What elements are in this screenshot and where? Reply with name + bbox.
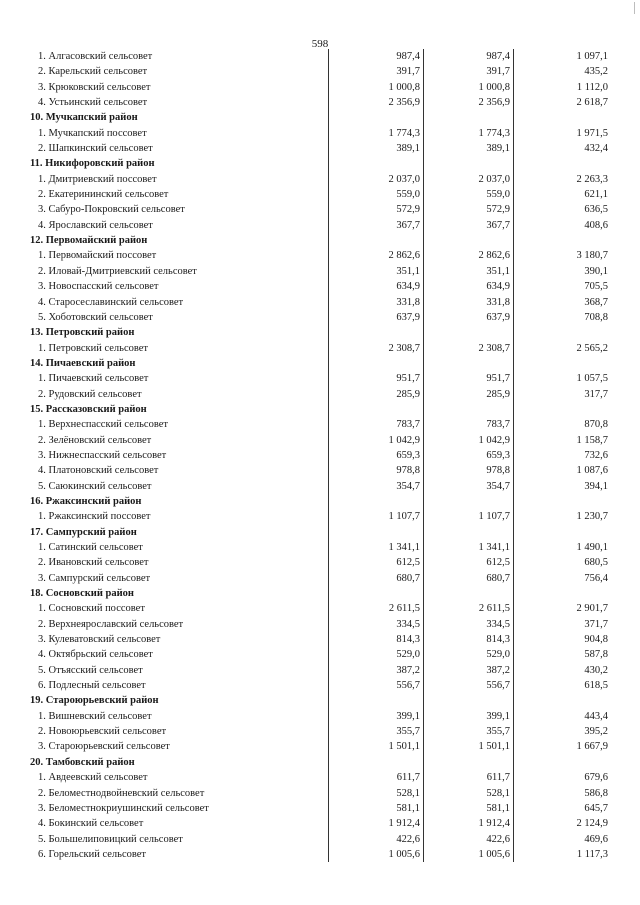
budget-table-body: [24, 49, 611, 862]
district-header-row: [24, 755, 611, 770]
value-col2-cell: 354,7: [424, 479, 514, 494]
value-col2-cell: 1 005,6: [424, 847, 514, 862]
value-col3-cell: 2 618,7: [514, 95, 612, 110]
value-col1-cell: 351,1: [329, 264, 424, 279]
settlement-name-cell: 5. Хоботовский сельсовет: [38, 311, 153, 323]
value-col3-cell: 636,5: [514, 202, 612, 217]
district-header-row: [24, 586, 611, 601]
value-col3-cell: [514, 110, 612, 125]
settlement-row: [24, 832, 611, 847]
value-col3-cell: 1 158,7: [514, 433, 612, 448]
settlement-name-cell: 4. Старосеславинский сельсовет: [38, 296, 184, 308]
value-col2-cell: 1 341,1: [424, 540, 514, 555]
value-col2-cell: 572,9: [424, 202, 514, 217]
value-col1-cell: 659,3: [329, 448, 424, 463]
value-col2-cell: [424, 586, 514, 601]
district-name-cell: 16. Ржаксинский район: [30, 495, 142, 507]
value-col1-cell: 951,7: [329, 371, 424, 386]
settlement-row: [24, 678, 611, 693]
value-col3-cell: 1 112,0: [514, 80, 612, 95]
district-name-cell: 13. Петровский район: [30, 327, 135, 339]
settlement-name-cell: 4. Устьинский сельсовет: [38, 97, 148, 109]
settlement-row: [24, 847, 611, 862]
value-col1-cell: [329, 233, 424, 248]
value-col3-cell: 1 057,5: [514, 371, 612, 386]
district-header-row: [24, 233, 611, 248]
district-header-row: [24, 110, 611, 125]
value-col1-cell: 814,3: [329, 632, 424, 647]
value-col3-cell: 368,7: [514, 295, 612, 310]
district-name-cell: 12. Первомайский район: [30, 235, 148, 247]
value-col3-cell: 1 490,1: [514, 540, 612, 555]
settlement-name-cell: 3. Сампурский сельсовет: [38, 572, 151, 584]
value-col2-cell: [424, 525, 514, 540]
value-col2-cell: 680,7: [424, 571, 514, 586]
district-header-row: [24, 693, 611, 708]
settlement-name-cell: 3. Староюрьевский сельсовет: [38, 741, 170, 753]
value-col1-cell: 581,1: [329, 801, 424, 816]
value-col1-cell: 2 611,5: [329, 601, 424, 616]
value-col2-cell: 814,3: [424, 632, 514, 647]
settlement-row: [24, 571, 611, 586]
value-col1-cell: 611,7: [329, 770, 424, 785]
settlement-row: [24, 64, 611, 79]
settlement-row: [24, 816, 611, 831]
settlement-row: [24, 724, 611, 739]
value-col3-cell: [514, 156, 612, 171]
value-col3-cell: 395,2: [514, 724, 612, 739]
settlement-name-cell: 4. Ярославский сельсовет: [38, 219, 153, 231]
value-col3-cell: [514, 693, 612, 708]
value-col2-cell: [424, 494, 514, 509]
settlement-name-cell: 2. Рудовский сельсовет: [38, 388, 142, 400]
settlement-row: [24, 647, 611, 662]
value-col1-cell: 331,8: [329, 295, 424, 310]
settlement-row: [24, 141, 611, 156]
value-col3-cell: [514, 233, 612, 248]
settlement-name-cell: 5. Саюкинский сельсовет: [38, 480, 152, 492]
settlement-row: [24, 279, 611, 294]
value-col1-cell: 1 042,9: [329, 433, 424, 448]
settlement-row: [24, 218, 611, 233]
value-col1-cell: 559,0: [329, 187, 424, 202]
district-header-row: [24, 356, 611, 371]
value-col2-cell: 1 000,8: [424, 80, 514, 95]
settlement-name-cell: 1. Сосновский поссовет: [38, 603, 145, 615]
value-col2-cell: 391,7: [424, 64, 514, 79]
settlement-row: [24, 801, 611, 816]
value-col1-cell: 1 912,4: [329, 816, 424, 831]
value-col1-cell: 556,7: [329, 678, 424, 693]
settlement-name-cell: 1. Ржаксинский поссовет: [38, 511, 151, 523]
settlement-row: [24, 786, 611, 801]
value-col1-cell: 637,9: [329, 310, 424, 325]
settlement-name-cell: 2. Зелёновский сельсовет: [38, 434, 152, 446]
value-col2-cell: [424, 693, 514, 708]
value-col3-cell: 430,2: [514, 663, 612, 678]
value-col3-cell: [514, 586, 612, 601]
value-col3-cell: 443,4: [514, 709, 612, 724]
value-col3-cell: [514, 356, 612, 371]
value-col1-cell: 1 005,6: [329, 847, 424, 862]
value-col1-cell: [329, 110, 424, 125]
value-col1-cell: 528,1: [329, 786, 424, 801]
settlement-name-cell: 2. Ивановский сельсовет: [38, 557, 149, 569]
value-col2-cell: 528,1: [424, 786, 514, 801]
value-col3-cell: 732,6: [514, 448, 612, 463]
settlement-name-cell: 6. Подлесный сельсовет: [38, 680, 146, 692]
value-col3-cell: 708,8: [514, 310, 612, 325]
value-col1-cell: 1 501,1: [329, 739, 424, 754]
settlement-row: [24, 95, 611, 110]
settlement-name-cell: 1. Пичаевский сельсовет: [38, 373, 149, 385]
settlement-name-cell: 2. Верхнеярославский сельсовет: [38, 618, 184, 630]
value-col3-cell: 705,5: [514, 279, 612, 294]
value-col3-cell: [514, 402, 612, 417]
value-col2-cell: 783,7: [424, 417, 514, 432]
settlement-row: [24, 49, 611, 64]
value-col2-cell: 422,6: [424, 832, 514, 847]
budget-table: [24, 49, 611, 862]
value-col3-cell: 680,5: [514, 555, 612, 570]
district-header-row: [24, 525, 611, 540]
value-col1-cell: 367,7: [329, 218, 424, 233]
settlement-name-cell: 1. Верхнеспасский сельсовет: [38, 419, 168, 431]
value-col2-cell: [424, 402, 514, 417]
value-col3-cell: 586,8: [514, 786, 612, 801]
settlement-row: [24, 479, 611, 494]
value-col1-cell: 2 037,0: [329, 172, 424, 187]
value-col2-cell: 331,8: [424, 295, 514, 310]
value-col2-cell: 559,0: [424, 187, 514, 202]
value-col3-cell: [514, 325, 612, 340]
value-col2-cell: 1 042,9: [424, 433, 514, 448]
value-col3-cell: 618,5: [514, 678, 612, 693]
settlement-row: [24, 248, 611, 263]
settlement-name-cell: 3. Крюковский сельсовет: [38, 81, 151, 93]
value-col3-cell: 390,1: [514, 264, 612, 279]
value-col2-cell: 399,1: [424, 709, 514, 724]
settlement-name-cell: 6. Горельский сельсовет: [38, 848, 146, 860]
value-col1-cell: 978,8: [329, 463, 424, 478]
settlement-row: [24, 187, 611, 202]
settlement-name-cell: 3. Нижнеспасский сельсовет: [38, 449, 167, 461]
value-col2-cell: 334,5: [424, 617, 514, 632]
settlement-row: [24, 663, 611, 678]
value-col3-cell: 1 667,9: [514, 739, 612, 754]
settlement-row: [24, 601, 611, 616]
value-col3-cell: 679,6: [514, 770, 612, 785]
value-col3-cell: 1 087,6: [514, 463, 612, 478]
settlement-name-cell: 1. Первомайский поссовет: [38, 250, 157, 262]
settlement-row: [24, 310, 611, 325]
district-name-cell: 15. Рассказовский район: [30, 403, 147, 415]
value-col2-cell: 1 912,4: [424, 816, 514, 831]
value-col2-cell: [424, 233, 514, 248]
settlement-row: [24, 632, 611, 647]
value-col2-cell: [424, 110, 514, 125]
value-col3-cell: 645,7: [514, 801, 612, 816]
value-col1-cell: 1 107,7: [329, 509, 424, 524]
value-col1-cell: 389,1: [329, 141, 424, 156]
value-col1-cell: [329, 402, 424, 417]
value-col3-cell: 371,7: [514, 617, 612, 632]
value-col3-cell: 317,7: [514, 387, 612, 402]
district-header-row: [24, 494, 611, 509]
value-col1-cell: [329, 525, 424, 540]
value-col1-cell: 612,5: [329, 555, 424, 570]
value-col3-cell: 904,8: [514, 632, 612, 647]
value-col3-cell: 432,4: [514, 141, 612, 156]
settlement-row: [24, 371, 611, 386]
value-col1-cell: 1 000,8: [329, 80, 424, 95]
settlement-name-cell: 3. Новоспасский сельсовет: [38, 281, 159, 293]
settlement-name-cell: 2. Шапкинский сельсовет: [38, 143, 153, 155]
value-col1-cell: 680,7: [329, 571, 424, 586]
settlement-row: [24, 770, 611, 785]
value-col1-cell: 2 862,6: [329, 248, 424, 263]
settlement-name-cell: 2. Новоюрьевский сельсовет: [38, 726, 167, 738]
settlement-row: [24, 172, 611, 187]
value-col1-cell: 987,4: [329, 49, 424, 64]
settlement-name-cell: 2. Карельский сельсовет: [38, 66, 148, 78]
value-col1-cell: 529,0: [329, 647, 424, 662]
settlement-row: [24, 509, 611, 524]
value-col1-cell: 1 341,1: [329, 540, 424, 555]
value-col2-cell: [424, 755, 514, 770]
value-col1-cell: 391,7: [329, 64, 424, 79]
settlement-row: [24, 617, 611, 632]
value-col2-cell: 2 862,6: [424, 248, 514, 263]
settlement-row: [24, 739, 611, 754]
value-col2-cell: [424, 356, 514, 371]
district-header-row: [24, 402, 611, 417]
value-col2-cell: 637,9: [424, 310, 514, 325]
settlement-name-cell: 1. Авдеевский сельсовет: [38, 772, 148, 784]
value-col1-cell: [329, 156, 424, 171]
value-col2-cell: 2 037,0: [424, 172, 514, 187]
settlement-name-cell: 2. Екатерининский сельсовет: [38, 189, 169, 201]
settlement-name-cell: 4. Бокинский сельсовет: [38, 818, 144, 830]
value-col1-cell: 334,5: [329, 617, 424, 632]
value-col1-cell: 634,9: [329, 279, 424, 294]
value-col1-cell: 355,7: [329, 724, 424, 739]
value-col3-cell: 2 124,9: [514, 816, 612, 831]
value-col2-cell: 951,7: [424, 371, 514, 386]
settlement-name-cell: 2. Иловай-Дмитриевский сельсовет: [38, 265, 197, 277]
value-col2-cell: 387,2: [424, 663, 514, 678]
value-col2-cell: 389,1: [424, 141, 514, 156]
settlement-name-cell: 3. Беломестнокриушинский сельсовет: [38, 802, 209, 814]
value-col1-cell: [329, 356, 424, 371]
value-col2-cell: 285,9: [424, 387, 514, 402]
value-col3-cell: 3 180,7: [514, 248, 612, 263]
settlement-name-cell: 4. Платоновский сельсовет: [38, 465, 159, 477]
settlement-row: [24, 540, 611, 555]
value-col3-cell: 2 263,3: [514, 172, 612, 187]
value-col1-cell: [329, 586, 424, 601]
settlement-row: [24, 387, 611, 402]
value-col3-cell: 2 565,2: [514, 341, 612, 356]
value-col3-cell: 1 230,7: [514, 509, 612, 524]
settlement-row: [24, 463, 611, 478]
value-col2-cell: 1 107,7: [424, 509, 514, 524]
value-col1-cell: [329, 755, 424, 770]
settlement-name-cell: 1. Дмитриевский поссовет: [38, 173, 157, 185]
value-col2-cell: 529,0: [424, 647, 514, 662]
value-col3-cell: 469,6: [514, 832, 612, 847]
value-col1-cell: 2 308,7: [329, 341, 424, 356]
value-col3-cell: 408,6: [514, 218, 612, 233]
value-col1-cell: 2 356,9: [329, 95, 424, 110]
value-col2-cell: 1 774,3: [424, 126, 514, 141]
district-name-cell: 18. Сосновский район: [30, 588, 134, 600]
settlement-name-cell: 3. Сабуро-Покровский сельсовет: [38, 204, 185, 216]
settlement-name-cell: 4. Октябрьский сельсовет: [38, 649, 153, 661]
settlement-row: [24, 341, 611, 356]
district-name-cell: 14. Пичаевский район: [30, 357, 136, 369]
settlement-name-cell: 1. Мучкапский поссовет: [38, 127, 147, 139]
settlement-row: [24, 433, 611, 448]
value-col3-cell: 1 117,3: [514, 847, 612, 862]
value-col1-cell: 285,9: [329, 387, 424, 402]
value-col2-cell: 2 356,9: [424, 95, 514, 110]
value-col2-cell: [424, 156, 514, 171]
value-col1-cell: 572,9: [329, 202, 424, 217]
settlement-row: [24, 264, 611, 279]
value-col2-cell: 659,3: [424, 448, 514, 463]
value-col3-cell: 587,8: [514, 647, 612, 662]
settlement-row: [24, 417, 611, 432]
value-col3-cell: [514, 755, 612, 770]
value-col1-cell: [329, 693, 424, 708]
value-col2-cell: 556,7: [424, 678, 514, 693]
settlement-row: [24, 80, 611, 95]
value-col2-cell: 987,4: [424, 49, 514, 64]
settlement-name-cell: 1. Алгасовский сельсовет: [38, 51, 153, 62]
value-col1-cell: 783,7: [329, 417, 424, 432]
value-col1-cell: [329, 494, 424, 509]
value-col2-cell: 1 501,1: [424, 739, 514, 754]
district-name-cell: 17. Сампурский район: [30, 526, 137, 538]
value-col2-cell: 351,1: [424, 264, 514, 279]
district-name-cell: 20. Тамбовский район: [30, 756, 135, 768]
value-col2-cell: 355,7: [424, 724, 514, 739]
page-number: 598: [311, 38, 329, 50]
value-col2-cell: [424, 325, 514, 340]
value-col1-cell: 387,2: [329, 663, 424, 678]
scan-edge-mark: [634, 2, 635, 14]
value-col2-cell: 612,5: [424, 555, 514, 570]
value-col2-cell: 978,8: [424, 463, 514, 478]
value-col1-cell: 399,1: [329, 709, 424, 724]
value-col1-cell: 354,7: [329, 479, 424, 494]
value-col2-cell: 611,7: [424, 770, 514, 785]
settlement-name-cell: 5. Отъясский сельсовет: [38, 664, 143, 676]
value-col2-cell: 367,7: [424, 218, 514, 233]
district-name-cell: 19. Староюрьевский район: [30, 695, 159, 707]
value-col3-cell: [514, 525, 612, 540]
settlement-row: [24, 555, 611, 570]
settlement-row: [24, 202, 611, 217]
settlement-name-cell: 1. Вишневский сельсовет: [38, 710, 152, 722]
value-col1-cell: 422,6: [329, 832, 424, 847]
value-col3-cell: 435,2: [514, 64, 612, 79]
district-header-row: [24, 156, 611, 171]
value-col2-cell: 2 308,7: [424, 341, 514, 356]
settlement-name-cell: 1. Петровский сельсовет: [38, 342, 149, 354]
value-col2-cell: 2 611,5: [424, 601, 514, 616]
value-col2-cell: 634,9: [424, 279, 514, 294]
district-name-cell: 11. Никифоровский район: [30, 158, 155, 170]
value-col3-cell: 394,1: [514, 479, 612, 494]
value-col1-cell: [329, 325, 424, 340]
value-col3-cell: 1 097,1: [514, 49, 612, 64]
settlement-row: [24, 295, 611, 310]
settlement-row: [24, 448, 611, 463]
value-col3-cell: 1 971,5: [514, 126, 612, 141]
value-col3-cell: 2 901,7: [514, 601, 612, 616]
settlement-name-cell: 3. Кулеватовский сельсовет: [38, 634, 161, 646]
settlement-name-cell: 2. Беломестнодвойневский сельсовет: [38, 787, 205, 799]
value-col3-cell: 756,4: [514, 571, 612, 586]
settlement-row: [24, 126, 611, 141]
value-col3-cell: 621,1: [514, 187, 612, 202]
value-col2-cell: 581,1: [424, 801, 514, 816]
settlement-name-cell: 5. Большелиповицкий сельсовет: [38, 833, 183, 845]
value-col3-cell: [514, 494, 612, 509]
value-col3-cell: 870,8: [514, 417, 612, 432]
district-header-row: [24, 325, 611, 340]
settlement-name-cell: 1. Сатинский сельсовет: [38, 542, 143, 553]
settlement-row: [24, 709, 611, 724]
district-name-cell: 10. Мучкапский район: [30, 112, 138, 124]
value-col1-cell: 1 774,3: [329, 126, 424, 141]
